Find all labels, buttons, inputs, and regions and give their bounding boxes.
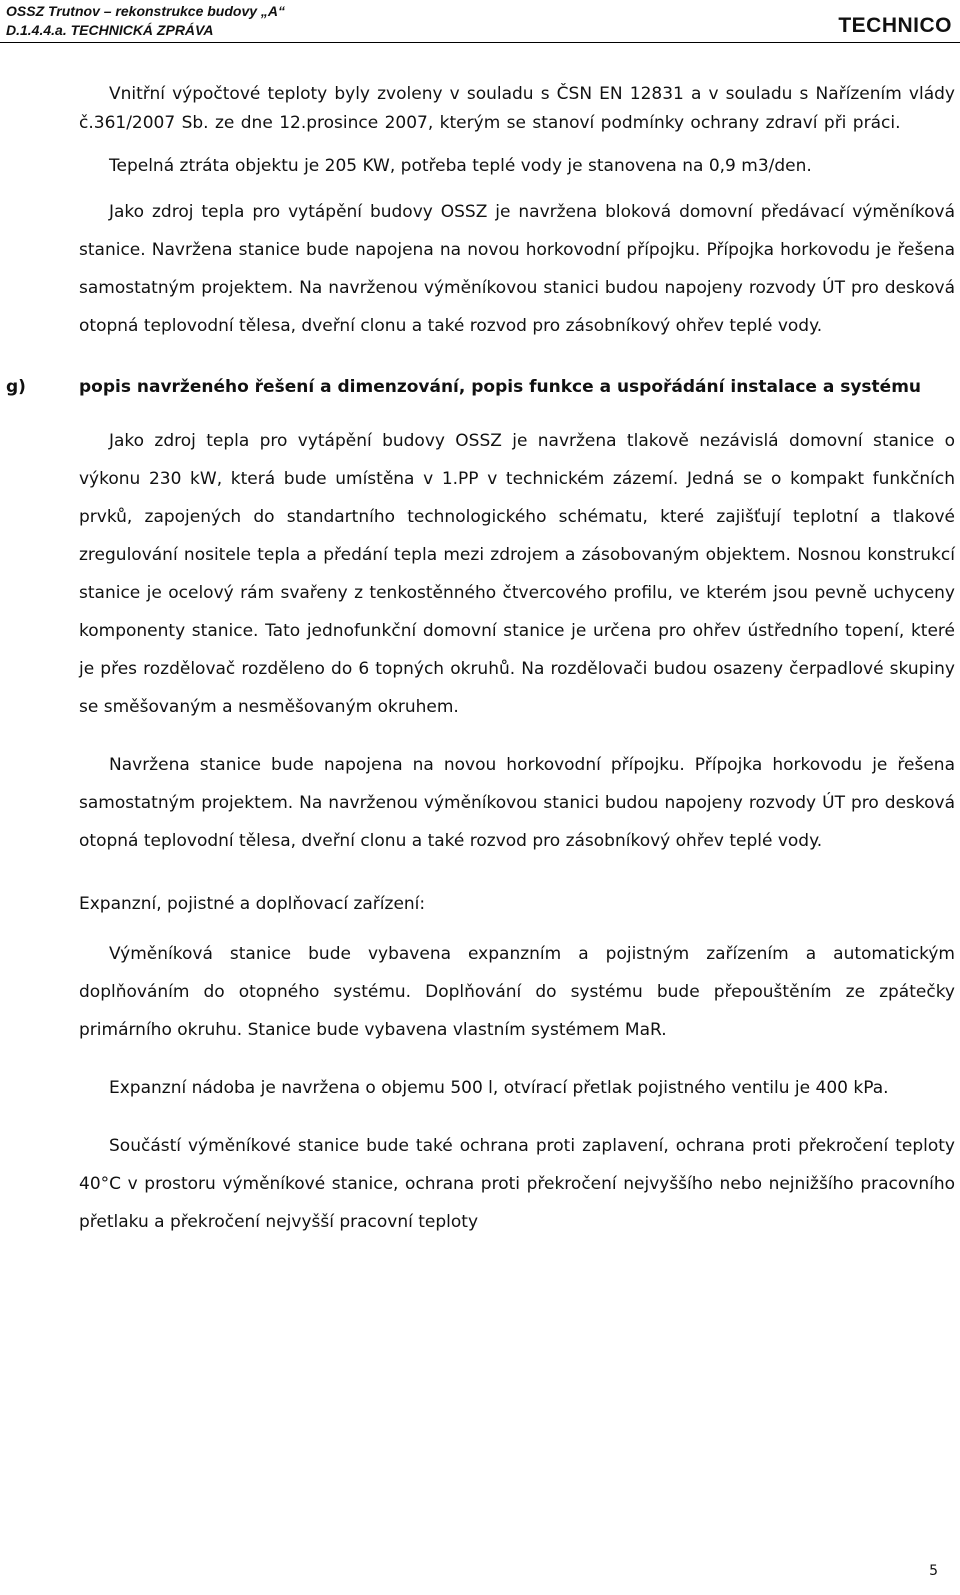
paragraph-expansion-equipment: Výměníková stanice bude vybavena expanzním a pojistným zařízením a automatickým doplňováním do otopného systému. Doplňování do systému bude přepouštěním ze zpátečky primárního okruhu. Stanice bude vybavena vlastním systémem MaR.: [79, 944, 955, 1040]
paragraph-protection: Součástí výměníkové stanice bude také ochrana proti zaplavení, ochrana proti překročení teploty 40°C v prostoru výměníkové stanice, ochrana proti překročení nejvyššího nebo nejnižšího pracovního přetlaku a překročení nejvyšší pracovní teploty: [79, 1136, 955, 1232]
paragraph-station-connection: Navržena stanice bude napojena na novou horkovodní přípojku. Přípojka horkovodu je řešena samostatným projektem. Na navrženou výměníkovou stanici budou napojeny rozvody ÚT pro desková otopná teplovodní tělesa, dveřní clonu a také rozvod pro zásobníkový ohřev teplé vody.: [79, 755, 955, 851]
paragraph-expansion-vessel: Expanzní nádoba je navržena o objemu 500 l, otvírací přetlak pojistného ventilu je 400 kPa.: [109, 1078, 889, 1098]
page-number: 5: [929, 1563, 938, 1579]
section-g: [6, 375, 955, 1241]
project-name: OSSZ Trutnov – rekonstrukce budovy „A“: [6, 3, 286, 19]
subheading-expansion: Expanzní, pojistné a doplňovací zařízení:: [79, 894, 426, 914]
page-header: [0, 0, 960, 44]
document-code: D.1.4.4.a. TECHNICKÁ ZPRÁVA: [6, 22, 214, 38]
company-logo: TECHNICO: [838, 14, 952, 37]
document-title: [6, 2, 285, 40]
page-content: [6, 80, 955, 1241]
section-title: popis navrženého řešení a dimenzování, popis funkce a uspořádání instalace a systému: [79, 377, 922, 397]
paragraph-station-description: Jako zdroj tepla pro vytápění budovy OSSZ je navržena tlakově nezávislá domovní stanice o výkonu 230 kW, která bude umístěna v 1.PP v technickém zázemí. Jedná se o kompakt funkčních prvků, zapojených do standartního technologického schématu, které zajišťují teplotní a tlakové zregulování nositele tepla a předání tepla mezi zdrojem a zásobovaným objektem. Nosnou konstrukcí stanice je ocelový rám svařeny z tenkostěnného čtvercového profilu, ve kterém jsou pevně uchyceny komponenty stanice. Tato jednofunkční domovní stanice je určena pro ohřev ústředního topení, které je přes rozdělovač rozděleno do 6 topných okruhů. Na rozdělovači budou osazeny čerpadlové skupiny se směšovaným a nesměšovaným okruhem.: [79, 431, 955, 717]
paragraph-temperatures: Vnitřní výpočtové teploty byly zvoleny v souladu s ČSN EN 12831 a v souladu s Nařízením vlády č.361/2007 Sb. ze dne 12.prosince 2007, kterým se stanoví podmínky ochrany zdraví při práci.: [79, 84, 955, 133]
section-letter: g): [6, 377, 26, 397]
paragraph-heat-loss: Tepelná ztráta objektu je 205 KW, potřeba teplé vody je stanovena na 0,9 m3/den.: [109, 156, 812, 176]
paragraph-heat-source: Jako zdroj tepla pro vytápění budovy OSSZ je navržena bloková domovní předávací výměníková stanice. Navržena stanice bude napojena na novou horkovodní přípojku. Přípojka horkovodu je řešena samostatným projektem. Na navrženou výměníkovou stanici budou napojeny rozvody ÚT pro desková otopná teplovodní tělesa, dveřní clonu a také rozvod pro zásobníkový ohřev teplé vody.: [79, 202, 955, 336]
header-divider: [0, 42, 960, 43]
